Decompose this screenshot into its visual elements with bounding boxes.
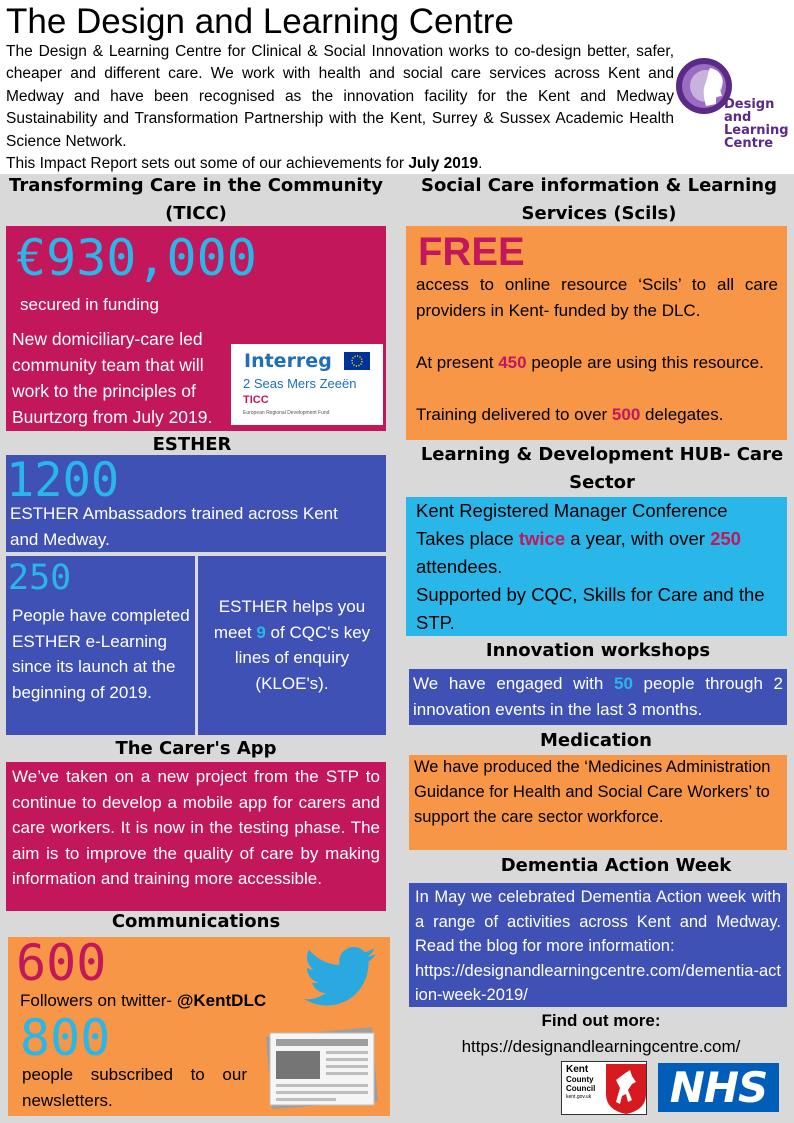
hub-freq-suffix: attendees.: [416, 556, 503, 577]
scils-users-text: [416, 350, 776, 376]
hub-panel: [406, 497, 787, 636]
report-month: July 2019: [408, 155, 479, 173]
scils-free: FREE: [418, 230, 525, 274]
intro-block: [6, 41, 674, 175]
dementia-panel: [409, 883, 787, 1007]
kloe-suffix: of CQC's key lines of enquiry (KLOE's).: [234, 622, 371, 693]
logo-line-and: and: [724, 110, 752, 125]
kcc-horse-icon: [606, 1064, 646, 1114]
page-title: The Design and Learning Centre: [6, 2, 514, 41]
kloe-number: 9: [256, 622, 266, 642]
training-number: 500: [611, 405, 641, 424]
dlc-logo: [676, 56, 794, 156]
hub-freq-prefix: Takes place: [416, 528, 519, 549]
logo-line-learning: Learning: [724, 123, 789, 138]
ticc-text: New domiciliary-care led community team that will work to the principles of Buurtzorg from July 2019.: [12, 329, 213, 427]
newsletter-subscribers-text: people subscribed to our newsletters.: [22, 1065, 247, 1110]
interreg-fine-print: European Regional Development Fund: [243, 410, 330, 416]
report-suffix: .: [478, 155, 483, 173]
interreg-logo: [231, 344, 383, 425]
users-number: 450: [498, 353, 527, 372]
users-prefix: At present: [416, 353, 499, 372]
training-suffix: delegates.: [640, 405, 724, 424]
scils-panel: [406, 226, 787, 440]
scils-training-text: [416, 402, 781, 428]
hub-heading: Learning & Development HUB- Care Sector: [420, 444, 784, 493]
innovation-number: 50: [614, 674, 633, 693]
users-suffix: people are using this resource.: [526, 353, 764, 372]
medication-heading: Medication: [540, 730, 652, 751]
find-out-more: Find out more:: [541, 1011, 661, 1030]
intro-paragraph: The Design & Learning Centre for Clinical & Social Innovation works to co-design better, safer, cheaper and different care. We work with health and social care services across Kent and Medway and have been recognised as the innovation facility for the Kent and Medway Sustainability and Transformation Partnership with the Kent, Surrey & Sussex Academic Health Science Network.: [6, 43, 674, 150]
interreg-name: Interreg: [244, 350, 332, 372]
kcc-line-kent: Kent: [566, 1064, 589, 1075]
newsletter-subscribers-number: 800: [20, 1009, 111, 1067]
hub-twice: twice: [518, 528, 566, 549]
carers-app-heading: The Carer's App: [115, 738, 277, 759]
twitter-handle[interactable]: @KentDLC: [176, 991, 267, 1010]
communications-panel: [8, 934, 390, 1116]
website-link[interactable]: https://designandlearningcentre.com/: [461, 1037, 741, 1056]
dementia-blog-link[interactable]: https://designandlearningcentre.com/dementia-action-week-2019/: [415, 961, 781, 1004]
logo-line-centre: Centre: [724, 136, 774, 151]
esther-ambassadors-text: ESTHER Ambassadors trained across Kent and Medway.: [10, 504, 338, 549]
hub-attendees-number: 250: [710, 528, 741, 549]
followers-prefix: Followers on twitter-: [20, 991, 177, 1010]
nhs-logo: NHS: [658, 1063, 779, 1112]
ticc-amount: €930,000: [16, 229, 257, 287]
newspaper-icon: [260, 1025, 380, 1111]
esther-elearning-number: 250: [8, 558, 72, 598]
kcc-site: kent.gov.uk: [566, 1094, 592, 1100]
report-prefix: This Impact Report sets out some of our achievements for: [6, 155, 409, 173]
kcc-line-county: County: [566, 1075, 594, 1084]
scils-access-text: access to online resource ‘Scils’ to all care providers in Kent- funded by the DLC.: [416, 275, 778, 320]
hub-freq-mid: a year, with over: [565, 528, 711, 549]
dementia-heading: Dementia Action Week: [500, 855, 732, 876]
innovation-prefix: We have engaged with: [413, 674, 614, 693]
hub-line-supported: Supported by CQC, Skills for Care and the STP.: [416, 584, 765, 633]
hub-line-conference: Kent Registered Manager Conference: [416, 500, 728, 521]
logo-line-design: Design: [724, 97, 775, 112]
kloe-prefix: ESTHER helps you meet: [213, 597, 366, 642]
innovation-panel: [409, 669, 787, 725]
innovation-suffix: people through 2 innovation events in the last 3 months.: [413, 674, 783, 719]
esther-elearning-panel: [6, 556, 195, 735]
innovation-heading: Innovation workshops: [485, 640, 711, 661]
carers-app-text: We’ve taken on a new project from the STP to continue to develop a mobile app for carers and care workers. It is now in the testing phase. The aim is to improve the quality of care by making information and training more accessible.: [12, 767, 380, 888]
dementia-text: In May we celebrated Dementia Action week with a range of activities across Kent and Medway. Read the blog for more information:: [415, 888, 781, 955]
scils-heading: Social Care information & Learning Services (Scils): [421, 175, 777, 224]
ticc-amount-caption: secured in funding: [20, 295, 159, 314]
medication-panel: [409, 755, 787, 850]
kcc-line-council: Council: [566, 1084, 596, 1093]
esther-ambassadors-panel: [6, 455, 386, 552]
hub-line-frequency: [416, 525, 777, 581]
kcc-logo: [561, 1061, 647, 1115]
interreg-tag: TICC: [243, 394, 269, 406]
esther-heading: ESTHER: [152, 434, 232, 455]
twitter-followers-number: 600: [16, 934, 107, 992]
twitter-bird-icon: [304, 947, 376, 1007]
esther-elearning-text: People have completed ESTHER e-Learning since its launch at the beginning of 2019.: [12, 606, 190, 702]
interreg-sub: 2 Seas Mers Zeeën: [243, 376, 357, 391]
communications-heading: Communications: [111, 911, 281, 932]
ticc-panel: [6, 226, 386, 431]
ticc-heading: Transforming Care in the Community (TICC): [9, 175, 383, 224]
esther-ambassadors-number: 1200: [6, 453, 120, 508]
training-prefix: Training delivered to over: [416, 405, 612, 424]
carers-app-panel: [6, 762, 386, 911]
eu-flag-icon: [344, 352, 370, 370]
medication-text: We have produced the ‘Medicines Administration Guidance for Health and Social Care Workers’ to support the care sector workforce.: [414, 758, 771, 826]
esther-kloe-panel: [198, 556, 386, 735]
